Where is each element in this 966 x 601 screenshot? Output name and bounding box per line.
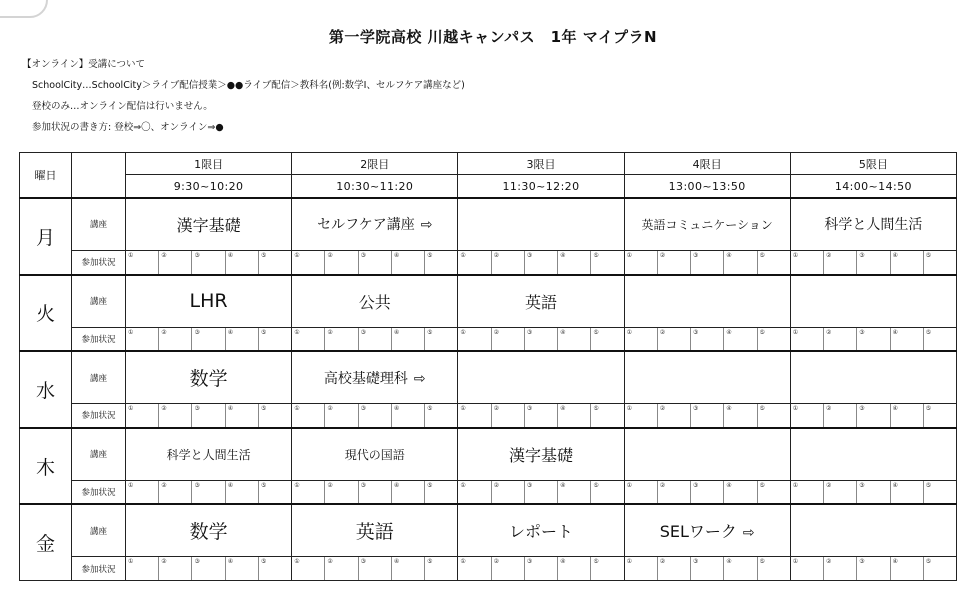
attendance-cell [458, 404, 624, 428]
attendance-cell [624, 251, 790, 275]
course-label: 講座 [72, 428, 126, 481]
attendance-box[interactable]: ③ [857, 251, 890, 274]
attendance-box[interactable]: ④ [558, 557, 591, 580]
course-cell: 現代の国語 [292, 428, 458, 481]
attendance-box[interactable]: ④ [724, 481, 757, 504]
period-header-row [20, 153, 957, 175]
attendance-box[interactable]: ⑤ [260, 328, 267, 336]
attendance-box[interactable]: ① [292, 328, 325, 351]
attendance-boxes [458, 404, 623, 427]
attendance-label: 参加状況 [72, 557, 126, 581]
attendance-box[interactable]: ⑤ [593, 405, 599, 413]
attendance-box[interactable]: ⑤ [925, 328, 932, 336]
attendance-box[interactable]: ⑤ [427, 405, 433, 413]
attendance-box[interactable]: ① [458, 251, 491, 274]
attendance-box[interactable]: ② [159, 557, 192, 580]
attendance-box[interactable]: ④ [891, 481, 924, 504]
attendance-box[interactable]: ③ [691, 251, 724, 274]
attendance-box[interactable]: ⑤ [427, 252, 433, 260]
attendance-box[interactable]: ① [625, 251, 658, 274]
attendance-box[interactable]: ④ [226, 251, 259, 274]
attendance-box[interactable]: ① [458, 328, 491, 351]
attendance-cell [624, 557, 790, 581]
attendance-box[interactable]: ⑤ [427, 481, 433, 489]
attendance-label: 参加状況 [72, 480, 126, 504]
attendance-boxes [458, 481, 623, 504]
attendance-box[interactable]: ④ [226, 557, 259, 580]
course-cell [790, 275, 956, 328]
attendance-box[interactable]: ⑤ [260, 481, 267, 489]
attendance-boxes [126, 404, 291, 427]
attendance-box[interactable]: ① [625, 481, 658, 504]
attendance-box[interactable]: ② [492, 328, 525, 351]
monday-attendance-row [20, 251, 957, 275]
attendance-box[interactable]: ② [658, 328, 691, 351]
attendance-box[interactable]: ③ [192, 404, 225, 427]
attendance-boxes [458, 557, 623, 580]
attendance-box[interactable]: ④ [891, 404, 924, 427]
attendance-box[interactable]: ③ [359, 404, 392, 427]
attendance-label: 参加状況 [72, 327, 126, 351]
period-2-label: 2限目 [292, 153, 458, 175]
window-corner [0, 0, 48, 18]
attendance-box[interactable]: ③ [192, 557, 225, 580]
period-5-time: 14:00~14:50 [790, 175, 956, 198]
attendance-boxes [292, 251, 457, 274]
attendance-box[interactable]: ⑤ [427, 558, 433, 566]
attendance-box[interactable]: ② [492, 481, 525, 504]
attendance-box[interactable]: ③ [525, 328, 558, 351]
course-cell: レポート [458, 504, 624, 557]
attendance-label: 参加状況 [72, 404, 126, 428]
attendance-box[interactable]: ⑤ [759, 252, 765, 260]
course-cell: LHR [126, 275, 292, 328]
attendance-box[interactable]: ① [625, 404, 658, 427]
attendance-box[interactable]: ② [658, 251, 691, 274]
attendance-box[interactable]: ③ [192, 251, 225, 274]
attendance-cell [126, 404, 292, 428]
course-cell [624, 428, 790, 481]
attendance-box[interactable]: ① [126, 328, 159, 351]
attendance-box[interactable]: ② [325, 404, 358, 427]
attendance-box[interactable]: ① [292, 404, 325, 427]
attendance-cell [292, 557, 458, 581]
attendance-cell [292, 251, 458, 275]
attendance-box[interactable]: ① [458, 557, 491, 580]
notes-attend-only: 登校のみ…オンライン配信は行いません。 [32, 101, 213, 112]
period-time-row [20, 175, 957, 198]
attendance-cell [790, 480, 956, 504]
attendance-box[interactable]: ② [325, 328, 358, 351]
course-cell [790, 351, 956, 404]
attendance-box[interactable]: ④ [724, 557, 757, 580]
friday-course-row [20, 504, 957, 557]
attendance-box[interactable]: ③ [857, 404, 890, 427]
attendance-box[interactable]: ① [625, 557, 658, 580]
attendance-box[interactable]: ① [791, 328, 824, 351]
attendance-cell [126, 480, 292, 504]
attendance-box[interactable]: ③ [691, 557, 724, 580]
timetable [19, 152, 957, 581]
course-name: セルフケア講座 [317, 217, 415, 234]
attendance-box[interactable]: ① [292, 251, 325, 274]
attendance-box[interactable]: ④ [724, 404, 757, 427]
attendance-box[interactable]: ③ [857, 557, 890, 580]
attendance-box[interactable]: ② [658, 557, 691, 580]
attendance-box[interactable]: ② [159, 328, 192, 351]
attendance-boxes [791, 557, 956, 580]
monday-course-row [20, 198, 957, 251]
attendance-box[interactable]: ④ [891, 328, 924, 351]
attendance-cell [624, 327, 790, 351]
course-name: SELワーク [659, 522, 737, 542]
attendance-box[interactable]: ⑤ [260, 405, 267, 413]
attendance-box[interactable]: ④ [724, 251, 757, 274]
attendance-box[interactable]: ① [791, 481, 824, 504]
attendance-cell [790, 557, 956, 581]
course-cell: 科学と人間生活 [790, 198, 956, 251]
attendance-cell [292, 404, 458, 428]
attendance-cell [458, 327, 624, 351]
course-cell: 漢字基礎 [126, 198, 292, 251]
attendance-box[interactable]: ① [292, 557, 325, 580]
course-cell: 公共 [292, 275, 458, 328]
attendance-box[interactable]: ③ [691, 404, 724, 427]
attendance-box[interactable]: ④ [226, 404, 259, 427]
attendance-box[interactable]: ③ [857, 481, 890, 504]
attendance-box[interactable]: ② [492, 557, 525, 580]
attendance-boxes [292, 328, 457, 351]
attendance-cell [790, 327, 956, 351]
attendance-box[interactable]: ① [126, 251, 159, 274]
attendance-box[interactable]: ③ [359, 251, 392, 274]
attendance-box[interactable]: ⑤ [427, 328, 433, 336]
attendance-cell [458, 557, 624, 581]
attendance-cell [126, 557, 292, 581]
thursday-course-row [20, 428, 957, 481]
attendance-box[interactable]: ② [159, 251, 192, 274]
period-2-time: 10:30~11:20 [292, 175, 458, 198]
attendance-boxes [625, 481, 790, 504]
attendance-box[interactable]: ① [458, 481, 491, 504]
course-cell [624, 275, 790, 328]
attendance-box[interactable]: ⑤ [925, 405, 932, 413]
attendance-cell [292, 327, 458, 351]
attendance-box[interactable]: ② [325, 251, 358, 274]
day-friday: 金 [20, 504, 72, 580]
period-3-time: 11:30~12:20 [458, 175, 624, 198]
attendance-box[interactable]: ② [159, 404, 192, 427]
weekday-header: 曜日 [20, 153, 72, 198]
attendance-cell [624, 404, 790, 428]
course-label: 講座 [72, 275, 126, 328]
attendance-box[interactable]: ④ [392, 251, 425, 274]
arrow-icon: ⇨ [413, 370, 426, 387]
attendance-box[interactable]: ⑤ [925, 558, 932, 566]
period-4-time: 13:00~13:50 [624, 175, 790, 198]
attendance-box[interactable]: ② [824, 251, 857, 274]
attendance-box[interactable]: ③ [359, 328, 392, 351]
attendance-box[interactable]: ③ [192, 481, 225, 504]
attendance-boxes [126, 557, 291, 580]
attendance-box[interactable]: ③ [525, 557, 558, 580]
attendance-box[interactable]: ③ [359, 557, 392, 580]
notes-online-path: SchoolCity…SchoolCity＞ライブ配信授業＞●●ライブ配信＞教科名(例:数学Ⅰ、セルフケア講座など) [32, 80, 465, 91]
course-cell: 数学 [126, 351, 292, 404]
attendance-boxes [625, 251, 790, 274]
attendance-box[interactable]: ④ [558, 251, 591, 274]
attendance-boxes [791, 481, 956, 504]
attendance-box[interactable]: ② [824, 328, 857, 351]
attendance-box[interactable]: ③ [857, 328, 890, 351]
course-cell [292, 351, 458, 404]
attendance-box[interactable]: ② [824, 557, 857, 580]
day-tuesday: 火 [20, 275, 72, 352]
attendance-box[interactable]: ⑤ [759, 328, 765, 336]
period-1-time: 9:30~10:20 [126, 175, 292, 198]
notes-block [22, 54, 465, 138]
arrow-icon: ⇨ [742, 525, 755, 542]
attendance-boxes [292, 557, 457, 580]
attendance-box[interactable]: ② [325, 481, 358, 504]
attendance-boxes [126, 251, 291, 274]
day-wednesday: 水 [20, 351, 72, 428]
course-cell: 英語 [292, 504, 458, 557]
attendance-box[interactable]: ③ [691, 481, 724, 504]
header-blank [72, 153, 126, 198]
attendance-boxes [791, 251, 956, 274]
attendance-box[interactable]: ③ [359, 481, 392, 504]
attendance-box[interactable]: ④ [392, 557, 425, 580]
attendance-box[interactable]: ① [126, 404, 159, 427]
attendance-box[interactable]: ④ [558, 404, 591, 427]
tuesday-course-row [20, 275, 957, 328]
attendance-box[interactable]: ② [159, 481, 192, 504]
attendance-boxes [126, 481, 291, 504]
attendance-box[interactable]: ② [325, 557, 358, 580]
attendance-box[interactable]: ③ [525, 481, 558, 504]
course-label: 講座 [72, 351, 126, 404]
attendance-boxes [791, 328, 956, 351]
attendance-box[interactable]: ⑤ [759, 558, 765, 566]
attendance-box[interactable]: ④ [392, 481, 425, 504]
attendance-label: 参加状況 [72, 251, 126, 275]
attendance-box[interactable]: ⑤ [260, 558, 267, 566]
day-thursday: 木 [20, 428, 72, 505]
attendance-cell [126, 251, 292, 275]
attendance-boxes [292, 481, 457, 504]
wednesday-course-row [20, 351, 957, 404]
attendance-box[interactable]: ④ [891, 557, 924, 580]
page-title: 第一学院高校 川越キャンパス 1年 マイプラN [328, 28, 658, 46]
attendance-cell [458, 251, 624, 275]
attendance-boxes [625, 404, 790, 427]
attendance-boxes [458, 251, 623, 274]
attendance-box[interactable]: ⑤ [925, 481, 932, 489]
period-4-label: 4限目 [624, 153, 790, 175]
course-cell [458, 351, 624, 404]
attendance-box[interactable]: ④ [891, 251, 924, 274]
period-5-label: 5限目 [790, 153, 956, 175]
course-cell: 数学 [126, 504, 292, 557]
attendance-box[interactable]: ⑤ [759, 405, 765, 413]
attendance-box[interactable]: ⑤ [593, 481, 599, 489]
attendance-boxes [791, 404, 956, 427]
friday-attendance-row [20, 557, 957, 581]
attendance-box[interactable]: ③ [691, 328, 724, 351]
attendance-box[interactable]: ② [824, 481, 857, 504]
attendance-boxes [126, 328, 291, 351]
arrow-icon: ⇨ [420, 217, 433, 234]
wednesday-attendance-row [20, 404, 957, 428]
attendance-boxes [625, 328, 790, 351]
notes-heading: 【オンライン】受講について [22, 59, 146, 70]
attendance-box[interactable]: ④ [226, 481, 259, 504]
attendance-box[interactable]: ③ [525, 251, 558, 274]
attendance-box[interactable]: ④ [724, 328, 757, 351]
attendance-box[interactable]: ⑤ [925, 252, 932, 260]
attendance-box[interactable]: ④ [392, 328, 425, 351]
course-cell [292, 198, 458, 251]
attendance-box[interactable]: ① [791, 404, 824, 427]
attendance-box[interactable]: ④ [558, 481, 591, 504]
attendance-box[interactable]: ④ [392, 404, 425, 427]
course-cell: 漢字基礎 [458, 428, 624, 481]
attendance-box[interactable]: ③ [525, 404, 558, 427]
attendance-box[interactable]: ① [292, 481, 325, 504]
attendance-box[interactable]: ② [824, 404, 857, 427]
course-cell: 科学と人間生活 [126, 428, 292, 481]
attendance-box[interactable]: ① [126, 557, 159, 580]
attendance-cell [790, 251, 956, 275]
course-name: 高校基礎理科 [323, 370, 408, 387]
course-label: 講座 [72, 198, 126, 251]
attendance-box[interactable]: ① [791, 557, 824, 580]
course-cell [790, 428, 956, 481]
period-3-label: 3限目 [458, 153, 624, 175]
attendance-boxes [458, 328, 623, 351]
attendance-box[interactable]: ④ [226, 328, 259, 351]
course-label: 講座 [72, 504, 126, 557]
attendance-box[interactable]: ⑤ [260, 252, 267, 260]
attendance-cell [790, 404, 956, 428]
course-cell [624, 351, 790, 404]
tuesday-attendance-row [20, 327, 957, 351]
attendance-box[interactable]: ① [458, 404, 491, 427]
course-cell [458, 198, 624, 251]
attendance-box[interactable]: ① [791, 251, 824, 274]
course-cell [790, 504, 956, 557]
attendance-box[interactable]: ② [492, 404, 525, 427]
attendance-box[interactable]: ⑤ [593, 252, 599, 260]
attendance-box[interactable]: ② [492, 251, 525, 274]
course-cell [624, 504, 790, 557]
notes-attendance-legend: 参加状況の書き方: 登校⇒〇、オンライン⇒● [32, 122, 224, 133]
thursday-attendance-row [20, 480, 957, 504]
attendance-cell [458, 480, 624, 504]
attendance-boxes [625, 557, 790, 580]
attendance-box[interactable]: ① [126, 481, 159, 504]
attendance-boxes [292, 404, 457, 427]
day-monday: 月 [20, 198, 72, 275]
attendance-box[interactable]: ② [658, 404, 691, 427]
attendance-box[interactable]: ② [658, 481, 691, 504]
course-cell: 英語コミュニケーション [624, 198, 790, 251]
attendance-cell [292, 480, 458, 504]
course-cell: 英語 [458, 275, 624, 328]
attendance-cell [624, 480, 790, 504]
attendance-box[interactable]: ④ [558, 328, 591, 351]
attendance-box[interactable]: ⑤ [759, 481, 765, 489]
period-1-label: 1限目 [126, 153, 292, 175]
attendance-box[interactable]: ⑤ [593, 558, 599, 566]
attendance-box[interactable]: ① [625, 328, 658, 351]
attendance-cell [126, 327, 292, 351]
attendance-box[interactable]: ⑤ [593, 328, 599, 336]
attendance-box[interactable]: ③ [192, 328, 225, 351]
